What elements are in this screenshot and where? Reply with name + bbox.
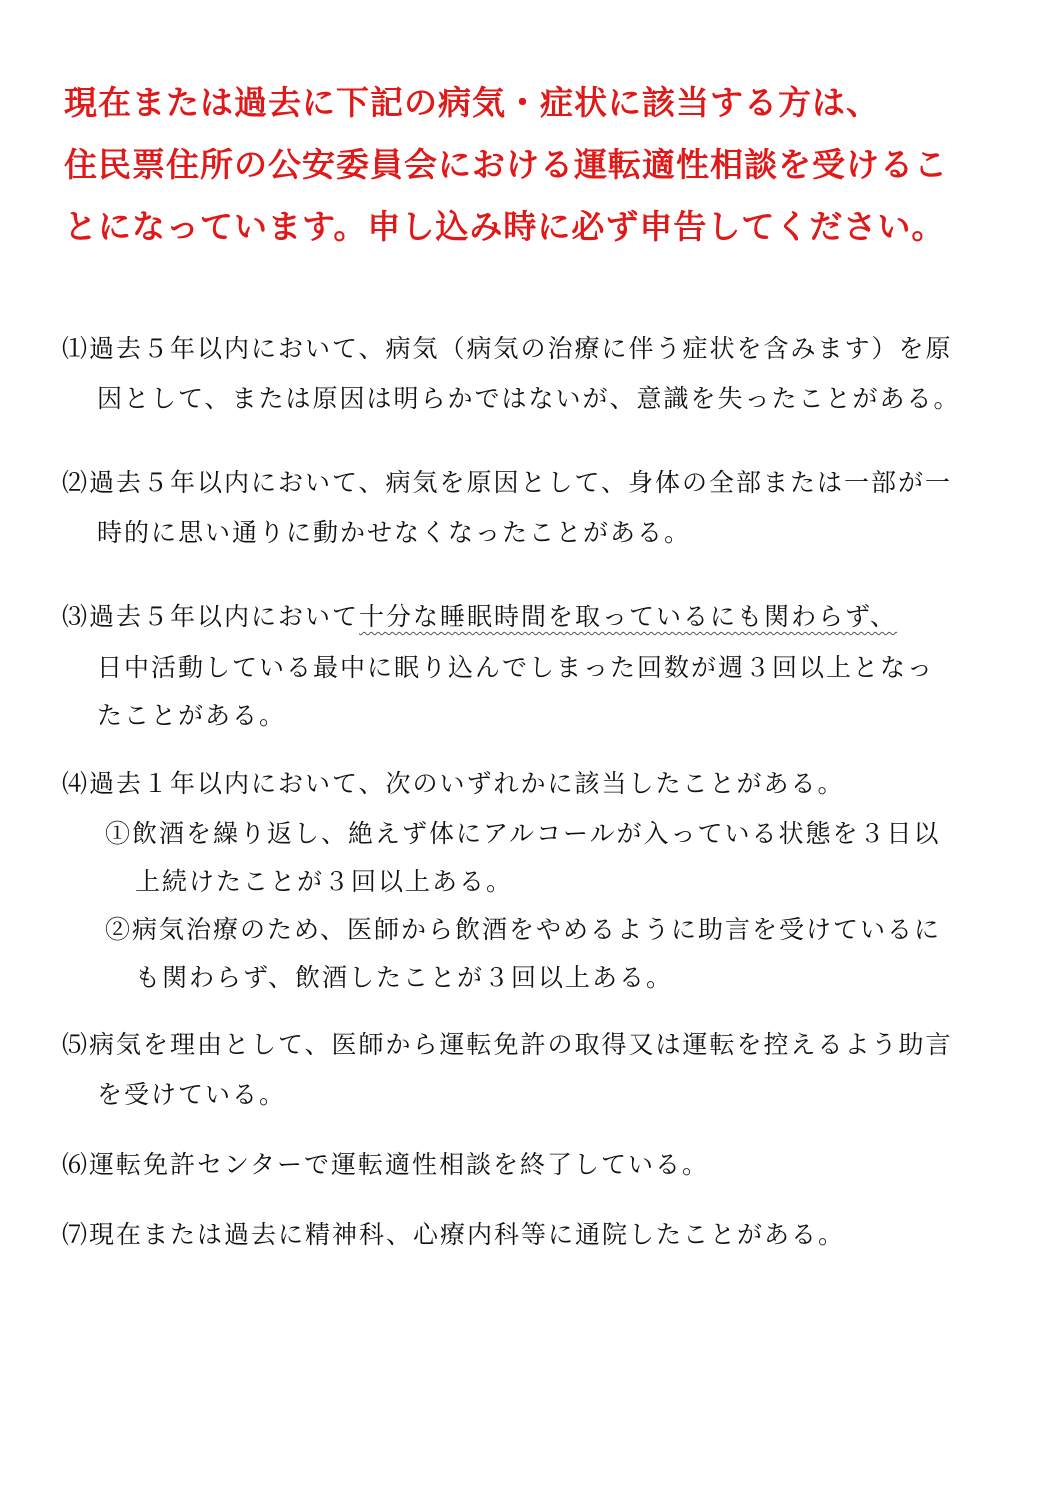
item-3-marker: ⑶ (62, 602, 90, 631)
item-7-marker: ⑺ (62, 1220, 90, 1249)
item-3-line-1 (62, 600, 897, 634)
item-5-line-1 (62, 1028, 953, 1062)
item-3-text-3: たことがある。 (97, 701, 287, 730)
notice-line-3: とになっています。申し込み時に必ず申告してください。 (64, 207, 946, 246)
item-1-line-1 (62, 332, 953, 366)
item-7-line-1 (62, 1218, 845, 1252)
item-4-sub-1-text-2: 上続けたことが３回以上ある。 (135, 867, 514, 896)
item-3-text-pre: 過去５年以内において (89, 602, 360, 631)
item-4-line-1 (62, 767, 845, 801)
item-3-text-2: 日中活動している最中に眠り込んでしまった回数が週３回以上となっ (97, 653, 935, 682)
item-6-marker: ⑹ (62, 1150, 90, 1179)
item-7-text-1: 現在または過去に精神科、心療内科等に通院したことがある。 (89, 1220, 846, 1249)
item-4-marker: ⑷ (62, 769, 90, 798)
item-5-marker: ⑸ (62, 1030, 90, 1059)
item-4-text-1: 過去１年以内において、次のいずれかに該当したことがある。 (89, 769, 845, 798)
item-4-sub-1-marker: ① (105, 819, 133, 848)
item-2-text-1: 過去５年以内において、病気を原因として、身体の全部または一部が一 (89, 468, 953, 497)
item-6-text-1: 運転免許センターで運転適性相談を終了している。 (89, 1150, 710, 1179)
item-2-line-1 (62, 466, 952, 500)
item-2-text-2: 時的に思い通りに動かせなくなったことがある。 (97, 518, 692, 547)
item-1-text-1: 過去５年以内において、病気（病気の治療に伴う症状を含みます）を原 (89, 334, 953, 363)
notice-line-1: 現在または過去に下記の病気・症状に該当する方は、 (64, 83, 880, 122)
item-3-text-wavy: 十分な睡眠時間を取っているにも関わらず、 (359, 602, 898, 631)
item-1-text-2: 因として、または原因は明らかではないが、意識を失ったことがある。 (97, 384, 961, 413)
notice-block (64, 72, 1004, 258)
item-4-sub-2-text-1: 病気治療のため、医師から飲酒をやめるように助言を受けているに (132, 915, 942, 944)
item-4-sub-2-line-1 (105, 913, 941, 947)
item-4-sub-2-text-2: も関わらず、飲酒したことが３回以上ある。 (135, 963, 674, 992)
item-5-text-2: を受けている。 (97, 1080, 287, 1109)
item-1-marker: ⑴ (62, 334, 90, 363)
notice-line-2: 住民票住所の公安委員会における運転適性相談を受けるこ (64, 145, 948, 184)
item-4-sub-1-line-1 (105, 817, 941, 851)
item-4-sub-1-text-1: 飲酒を繰り返し、絶えず体にアルコールが入っている状態を３日以 (132, 819, 941, 848)
item-5-text-1: 病気を理由として、医師から運転免許の取得又は運転を控えるよう助言 (89, 1030, 953, 1059)
item-2-marker: ⑵ (62, 468, 90, 497)
item-4-sub-2-marker: ② (105, 915, 133, 944)
item-6-line-1 (62, 1148, 709, 1182)
